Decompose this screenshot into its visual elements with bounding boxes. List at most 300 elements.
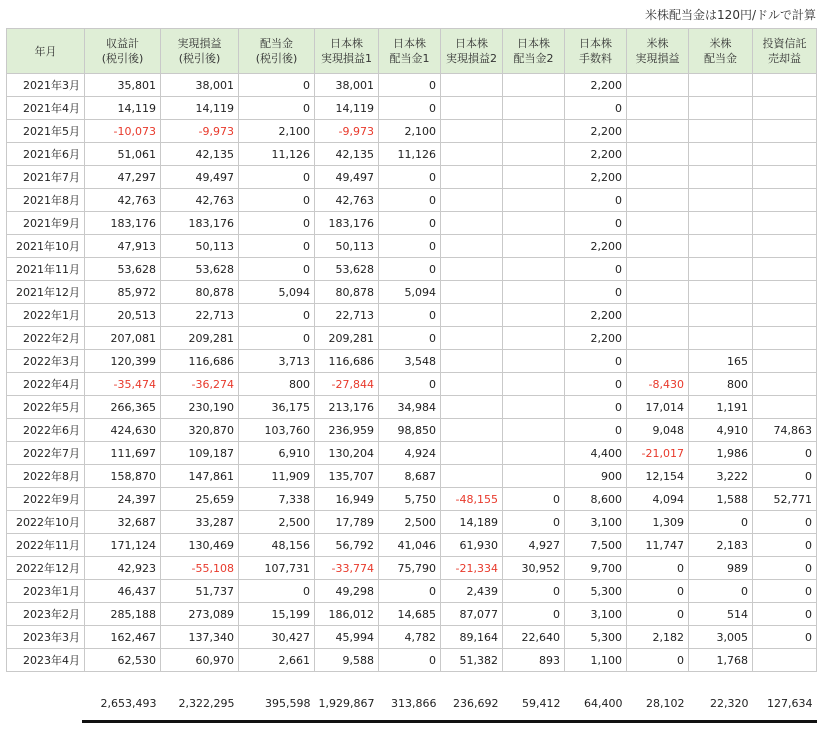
value-cell: [441, 97, 503, 120]
column-header-line: 投資信託: [762, 37, 807, 50]
table-row: [7, 143, 817, 166]
value-cell: 56,792: [315, 534, 379, 557]
value-cell: [753, 97, 817, 120]
value-cell: [689, 166, 753, 189]
value-cell: [441, 396, 503, 419]
column-header-line: 日本株: [517, 37, 550, 50]
value-cell: 14,685: [379, 603, 441, 626]
value-cell: 0: [627, 649, 689, 672]
value-cell: 4,927: [503, 534, 565, 557]
value-cell: 0: [503, 603, 565, 626]
value-cell: 4,782: [379, 626, 441, 649]
column-header: [627, 29, 689, 74]
column-header: [315, 29, 379, 74]
month-cell: 2022年8月: [7, 465, 85, 488]
value-cell: [753, 235, 817, 258]
column-header-line: 収益計: [106, 37, 139, 50]
value-cell: 25,659: [161, 488, 239, 511]
value-cell: [441, 373, 503, 396]
value-cell: 514: [689, 603, 753, 626]
value-cell: 50,113: [161, 235, 239, 258]
value-cell: 0: [379, 212, 441, 235]
value-cell: 62,530: [85, 649, 161, 672]
value-cell: [441, 327, 503, 350]
value-cell: 33,287: [161, 511, 239, 534]
column-header: [239, 29, 315, 74]
table-row: [7, 373, 817, 396]
value-cell: 0: [239, 212, 315, 235]
value-cell: [627, 235, 689, 258]
value-cell: 42,763: [315, 189, 379, 212]
value-cell: [441, 143, 503, 166]
value-cell: 48,156: [239, 534, 315, 557]
value-cell: [627, 166, 689, 189]
value-cell: 183,176: [85, 212, 161, 235]
value-cell: [627, 74, 689, 97]
value-cell: 61,930: [441, 534, 503, 557]
value-cell: 85,972: [85, 281, 161, 304]
value-cell: 53,628: [315, 258, 379, 281]
value-cell: 0: [565, 373, 627, 396]
column-header-line: 配当金1: [389, 52, 430, 65]
value-cell: [503, 304, 565, 327]
value-cell: [753, 649, 817, 672]
value-cell: 2,439: [441, 580, 503, 603]
value-cell: -36,274: [161, 373, 239, 396]
value-cell: 35,801: [85, 74, 161, 97]
value-cell: 5,750: [379, 488, 441, 511]
month-cell: 2022年12月: [7, 557, 85, 580]
month-cell: 2022年3月: [7, 350, 85, 373]
month-cell: 2023年1月: [7, 580, 85, 603]
table-row: [7, 649, 817, 672]
table-row: [7, 166, 817, 189]
month-cell: 2023年3月: [7, 626, 85, 649]
value-cell: 49,497: [315, 166, 379, 189]
value-cell: 2,200: [565, 120, 627, 143]
value-cell: 0: [239, 235, 315, 258]
value-cell: 11,909: [239, 465, 315, 488]
value-cell: -10,073: [85, 120, 161, 143]
value-cell: [689, 143, 753, 166]
value-cell: [503, 442, 565, 465]
table-row: [7, 258, 817, 281]
value-cell: 0: [239, 580, 315, 603]
value-cell: 800: [239, 373, 315, 396]
value-cell: 60,970: [161, 649, 239, 672]
table-row: [7, 74, 817, 97]
value-cell: 42,763: [161, 189, 239, 212]
table-row: [7, 189, 817, 212]
value-cell: [441, 189, 503, 212]
value-cell: [689, 258, 753, 281]
value-cell: -21,017: [627, 442, 689, 465]
value-cell: 12,154: [627, 465, 689, 488]
value-cell: 4,924: [379, 442, 441, 465]
value-cell: 5,094: [239, 281, 315, 304]
month-cell: 2021年7月: [7, 166, 85, 189]
value-cell: 14,119: [161, 97, 239, 120]
month-cell: 2022年11月: [7, 534, 85, 557]
value-cell: 17,789: [315, 511, 379, 534]
total-cell: 64,400: [584, 696, 623, 710]
column-header: [689, 29, 753, 74]
value-cell: 4,094: [627, 488, 689, 511]
value-cell: 0: [565, 189, 627, 212]
value-cell: 5,094: [379, 281, 441, 304]
value-cell: [627, 120, 689, 143]
value-cell: 14,119: [315, 97, 379, 120]
value-cell: 47,297: [85, 166, 161, 189]
value-cell: [627, 304, 689, 327]
value-cell: [503, 120, 565, 143]
month-cell: 2022年6月: [7, 419, 85, 442]
totals-row: [7, 692, 817, 714]
value-cell: 800: [689, 373, 753, 396]
value-cell: [753, 166, 817, 189]
value-cell: [503, 327, 565, 350]
value-cell: 171,124: [85, 534, 161, 557]
value-cell: [689, 327, 753, 350]
value-cell: [689, 74, 753, 97]
value-cell: 2,200: [565, 235, 627, 258]
total-cell: 22,320: [710, 696, 749, 710]
value-cell: 0: [379, 327, 441, 350]
value-cell: 89,164: [441, 626, 503, 649]
value-cell: [689, 120, 753, 143]
value-cell: 42,135: [315, 143, 379, 166]
value-cell: 7,500: [565, 534, 627, 557]
value-cell: 20,513: [85, 304, 161, 327]
value-cell: 285,188: [85, 603, 161, 626]
value-cell: 80,878: [161, 281, 239, 304]
total-cell: 313,866: [391, 696, 437, 710]
value-cell: 3,222: [689, 465, 753, 488]
value-cell: -21,334: [441, 557, 503, 580]
total-cell: 236,692: [453, 696, 499, 710]
column-header-line: 実現損益1: [321, 52, 372, 65]
table-row: [7, 350, 817, 373]
value-cell: 424,630: [85, 419, 161, 442]
value-cell: 0: [627, 557, 689, 580]
month-cell: 2022年4月: [7, 373, 85, 396]
value-cell: -33,774: [315, 557, 379, 580]
value-cell: 1,768: [689, 649, 753, 672]
column-header-line: 配当金: [704, 52, 737, 65]
value-cell: 3,005: [689, 626, 753, 649]
table-row: [7, 235, 817, 258]
value-cell: [503, 465, 565, 488]
value-cell: [441, 442, 503, 465]
value-cell: 0: [753, 465, 817, 488]
value-cell: [753, 258, 817, 281]
month-cell: 2021年5月: [7, 120, 85, 143]
value-cell: 2,200: [565, 166, 627, 189]
table-row: [7, 120, 817, 143]
table-row: [7, 534, 817, 557]
value-cell: 24,397: [85, 488, 161, 511]
value-cell: -35,474: [85, 373, 161, 396]
month-cell: 2022年9月: [7, 488, 85, 511]
value-cell: 0: [379, 97, 441, 120]
value-cell: [503, 189, 565, 212]
value-cell: 38,001: [315, 74, 379, 97]
value-cell: 0: [379, 580, 441, 603]
value-cell: 2,200: [565, 143, 627, 166]
value-cell: [441, 258, 503, 281]
value-cell: [753, 143, 817, 166]
value-cell: 0: [565, 212, 627, 235]
month-cell: 2021年3月: [7, 74, 85, 97]
value-cell: 53,628: [161, 258, 239, 281]
value-cell: 8,600: [565, 488, 627, 511]
column-header-line: 配当金2: [513, 52, 554, 65]
value-cell: 0: [379, 74, 441, 97]
value-cell: 2,200: [565, 327, 627, 350]
value-cell: 45,994: [315, 626, 379, 649]
value-cell: 0: [627, 603, 689, 626]
month-cell: 2021年12月: [7, 281, 85, 304]
value-cell: 6,910: [239, 442, 315, 465]
value-cell: 3,100: [565, 603, 627, 626]
column-header-line: (税引後): [178, 52, 221, 65]
value-cell: [503, 373, 565, 396]
value-cell: 0: [239, 258, 315, 281]
value-cell: 0: [565, 258, 627, 281]
value-cell: [753, 304, 817, 327]
column-header-line: 日本株: [330, 37, 363, 50]
value-cell: 42,135: [161, 143, 239, 166]
value-cell: 1,309: [627, 511, 689, 534]
value-cell: [627, 143, 689, 166]
value-cell: 103,760: [239, 419, 315, 442]
value-cell: [627, 327, 689, 350]
value-cell: 0: [239, 327, 315, 350]
value-cell: 51,382: [441, 649, 503, 672]
value-cell: [689, 212, 753, 235]
value-cell: 32,687: [85, 511, 161, 534]
value-cell: [689, 304, 753, 327]
value-cell: 183,176: [315, 212, 379, 235]
value-cell: 1,986: [689, 442, 753, 465]
table-row: [7, 488, 817, 511]
month-cell: 2023年4月: [7, 649, 85, 672]
column-header: [379, 29, 441, 74]
value-cell: 0: [565, 396, 627, 419]
value-cell: 135,707: [315, 465, 379, 488]
table-row: [7, 465, 817, 488]
column-header-line: 実現損益2: [446, 52, 497, 65]
value-cell: 0: [379, 304, 441, 327]
value-cell: [441, 350, 503, 373]
table-row: [7, 396, 817, 419]
value-cell: [627, 97, 689, 120]
month-cell: 2021年9月: [7, 212, 85, 235]
value-cell: 0: [379, 235, 441, 258]
value-cell: 49,298: [315, 580, 379, 603]
column-header-line: 日本株: [455, 37, 488, 50]
value-cell: 2,100: [239, 120, 315, 143]
table-row: [7, 442, 817, 465]
value-cell: [441, 304, 503, 327]
value-cell: 22,640: [503, 626, 565, 649]
value-cell: 111,697: [85, 442, 161, 465]
value-cell: 0: [627, 580, 689, 603]
total-cell: 59,412: [522, 696, 561, 710]
value-cell: 0: [753, 534, 817, 557]
value-cell: -9,973: [161, 120, 239, 143]
value-cell: 0: [565, 419, 627, 442]
value-cell: 0: [379, 189, 441, 212]
value-cell: [627, 189, 689, 212]
value-cell: [503, 350, 565, 373]
value-cell: 0: [753, 557, 817, 580]
total-cell: 2,653,493: [100, 696, 157, 710]
value-cell: 80,878: [315, 281, 379, 304]
value-cell: [441, 120, 503, 143]
totals-underline: [82, 720, 817, 723]
column-header: [753, 29, 817, 74]
column-header-line: 配当金: [260, 37, 293, 50]
value-cell: 51,737: [161, 580, 239, 603]
month-cell: 2022年1月: [7, 304, 85, 327]
value-cell: 1,588: [689, 488, 753, 511]
value-cell: 38,001: [161, 74, 239, 97]
value-cell: 109,187: [161, 442, 239, 465]
value-cell: 209,281: [315, 327, 379, 350]
table-row: [7, 511, 817, 534]
value-cell: 209,281: [161, 327, 239, 350]
value-cell: 147,861: [161, 465, 239, 488]
value-cell: 0: [239, 97, 315, 120]
value-cell: [753, 212, 817, 235]
value-cell: [441, 235, 503, 258]
column-header-line: 売却益: [768, 52, 801, 65]
value-cell: 1,100: [565, 649, 627, 672]
value-cell: 5,300: [565, 580, 627, 603]
value-cell: [441, 281, 503, 304]
value-cell: 87,077: [441, 603, 503, 626]
total-cell: 1,929,867: [318, 696, 375, 710]
value-cell: 1,191: [689, 396, 753, 419]
value-cell: 98,850: [379, 419, 441, 442]
value-cell: 186,012: [315, 603, 379, 626]
month-cell: 2021年6月: [7, 143, 85, 166]
value-cell: [689, 97, 753, 120]
value-cell: 2,500: [239, 511, 315, 534]
value-cell: 36,175: [239, 396, 315, 419]
value-cell: 0: [239, 74, 315, 97]
month-cell: 2021年8月: [7, 189, 85, 212]
value-cell: 130,469: [161, 534, 239, 557]
value-cell: 183,176: [161, 212, 239, 235]
value-cell: 41,046: [379, 534, 441, 557]
value-cell: 0: [565, 97, 627, 120]
value-cell: 8,687: [379, 465, 441, 488]
value-cell: 11,747: [627, 534, 689, 557]
value-cell: [503, 212, 565, 235]
value-cell: 52,771: [753, 488, 817, 511]
value-cell: 116,686: [161, 350, 239, 373]
month-cell: 2021年10月: [7, 235, 85, 258]
column-header: [161, 29, 239, 74]
value-cell: [503, 258, 565, 281]
value-cell: [503, 396, 565, 419]
column-header: [503, 29, 565, 74]
value-cell: 0: [753, 626, 817, 649]
value-cell: 9,588: [315, 649, 379, 672]
value-cell: 0: [689, 580, 753, 603]
value-cell: 34,984: [379, 396, 441, 419]
value-cell: 2,183: [689, 534, 753, 557]
value-cell: 51,061: [85, 143, 161, 166]
value-cell: 14,189: [441, 511, 503, 534]
value-cell: 3,713: [239, 350, 315, 373]
value-cell: [627, 258, 689, 281]
value-cell: 0: [379, 649, 441, 672]
value-cell: 0: [239, 166, 315, 189]
column-header-line: (税引後): [255, 52, 298, 65]
value-cell: 0: [689, 511, 753, 534]
value-cell: 0: [753, 442, 817, 465]
value-cell: 11,126: [239, 143, 315, 166]
value-cell: [753, 327, 817, 350]
value-cell: 162,467: [85, 626, 161, 649]
value-cell: -55,108: [161, 557, 239, 580]
value-cell: 42,923: [85, 557, 161, 580]
table-row: [7, 327, 817, 350]
table-row: [7, 304, 817, 327]
table-row: [7, 557, 817, 580]
value-cell: 989: [689, 557, 753, 580]
column-header-line: 手数料: [579, 52, 612, 65]
spacer-cell: [7, 672, 817, 693]
value-cell: [689, 189, 753, 212]
value-cell: [627, 212, 689, 235]
value-cell: 3,100: [565, 511, 627, 534]
value-cell: 74,863: [753, 419, 817, 442]
value-cell: 116,686: [315, 350, 379, 373]
value-cell: [441, 166, 503, 189]
value-cell: 230,190: [161, 396, 239, 419]
value-cell: 900: [565, 465, 627, 488]
value-cell: 0: [503, 580, 565, 603]
value-cell: 0: [753, 580, 817, 603]
value-cell: 2,200: [565, 74, 627, 97]
value-cell: 893: [503, 649, 565, 672]
value-cell: [627, 281, 689, 304]
value-cell: 30,427: [239, 626, 315, 649]
value-cell: 3,548: [379, 350, 441, 373]
value-cell: [503, 143, 565, 166]
column-header-line: 実現損益: [177, 37, 222, 50]
value-cell: 17,014: [627, 396, 689, 419]
table-row: [7, 419, 817, 442]
column-header: [441, 29, 503, 74]
column-header-line: 日本株: [393, 37, 426, 50]
total-cell: [7, 692, 85, 714]
month-cell: 2021年4月: [7, 97, 85, 120]
column-header-line: 日本株: [579, 37, 612, 50]
column-header-line: (税引後): [101, 52, 144, 65]
column-header: [7, 29, 85, 74]
value-cell: 236,959: [315, 419, 379, 442]
value-cell: 4,910: [689, 419, 753, 442]
exchange-rate-note: 米株配当金は120円/ドルで計算: [645, 8, 816, 22]
value-cell: 53,628: [85, 258, 161, 281]
table-row: [7, 212, 817, 235]
value-cell: 107,731: [239, 557, 315, 580]
